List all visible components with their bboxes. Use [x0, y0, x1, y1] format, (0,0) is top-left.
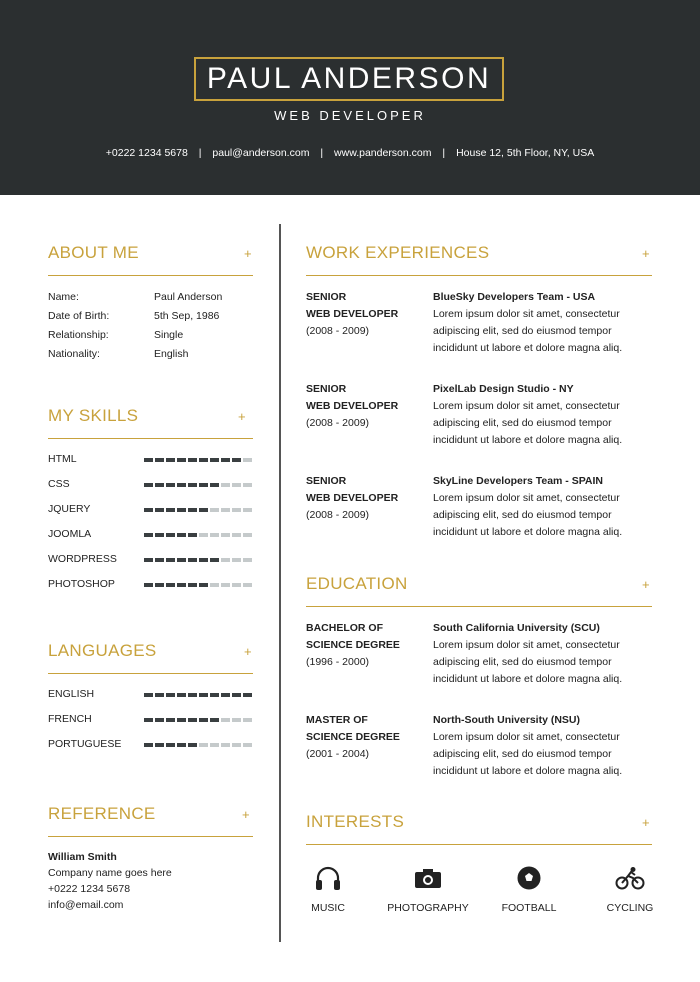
- work-plus-icon: +: [642, 246, 650, 261]
- about-title: ABOUT ME: [48, 243, 139, 262]
- level-segment: [199, 458, 208, 462]
- level-segment: [155, 558, 164, 562]
- reference-title: REFERENCE: [48, 804, 156, 823]
- cyclist-icon: [585, 864, 675, 892]
- work-description: Lorem ipsum dolor sit amet, consectetur: [433, 308, 620, 320]
- level-segment: [177, 583, 186, 587]
- level-segment: [155, 693, 164, 697]
- level-segment: [232, 558, 241, 562]
- work-title-block: [306, 381, 426, 432]
- work-detail-block: [433, 381, 653, 449]
- skill-row: [48, 528, 258, 542]
- level-segment: [243, 533, 252, 537]
- interest-football: [484, 864, 574, 914]
- about-value: 5th Sep, 1986: [154, 310, 220, 322]
- level-segment: [221, 583, 230, 587]
- level-segment: [166, 508, 175, 512]
- skill-name: WORDPRESS: [48, 553, 117, 565]
- skill-level-bar: [144, 533, 252, 537]
- languages-rule: [48, 673, 253, 674]
- interest-label: PHOTOGRAPHY: [387, 902, 469, 914]
- level-segment: [177, 508, 186, 512]
- skill-row: [48, 578, 258, 592]
- level-segment: [155, 533, 164, 537]
- skill-level-bar: [144, 583, 252, 587]
- interest-music: [283, 864, 373, 914]
- level-segment: [210, 458, 219, 462]
- level-segment: [221, 558, 230, 562]
- separator: |: [198, 147, 202, 159]
- skill-name: JOOMLA: [48, 528, 92, 540]
- language-name: PORTUGUESE: [48, 738, 122, 750]
- about-label: Date of Birth:: [48, 310, 110, 322]
- education-years: (1996 - 2000): [306, 656, 370, 668]
- level-segment: [144, 558, 153, 562]
- skill-level-bar: [144, 458, 252, 462]
- level-segment: [199, 583, 208, 587]
- language-row: [48, 713, 258, 727]
- level-segment: [232, 693, 241, 697]
- skills-title: MY SKILLS: [48, 406, 139, 425]
- level-segment: [210, 693, 219, 697]
- level-segment: [166, 533, 175, 537]
- education-title-block: [306, 712, 426, 763]
- level-segment: [232, 458, 241, 462]
- work-title: WORK EXPERIENCES: [306, 243, 490, 262]
- job-title: WEB DEVELOPER: [274, 108, 426, 123]
- language-row: [48, 738, 258, 752]
- level-segment: [210, 718, 219, 722]
- work-years: (2008 - 2009): [306, 417, 370, 429]
- work-years: (2008 - 2009): [306, 509, 370, 521]
- level-segment: [221, 508, 230, 512]
- level-segment: [210, 743, 219, 747]
- level-segment: [243, 693, 252, 697]
- level-segment: [166, 743, 175, 747]
- work-description: Lorem ipsum dolor sit amet, consectetur: [433, 492, 620, 504]
- education-description: adipiscing elit, sed do eiusmod tempor: [433, 748, 612, 760]
- level-segment: [221, 483, 230, 487]
- education-title-block: [306, 620, 426, 671]
- language-row: [48, 688, 258, 702]
- football-icon: [484, 864, 574, 892]
- level-segment: [221, 693, 230, 697]
- level-segment: [199, 693, 208, 697]
- level-segment: [188, 483, 197, 487]
- level-segment: [243, 508, 252, 512]
- level-segment: [177, 558, 186, 562]
- language-level-bar: [144, 693, 252, 697]
- level-segment: [232, 508, 241, 512]
- skill-level-bar: [144, 483, 252, 487]
- level-segment: [199, 483, 208, 487]
- education-description: Lorem ipsum dolor sit amet, consectetur: [433, 639, 620, 651]
- interest-label: CYCLING: [606, 902, 654, 914]
- education-title-line1: BACHELOR OF: [306, 622, 383, 634]
- level-segment: [144, 743, 153, 747]
- about-rule: [48, 275, 253, 276]
- work-detail-block: [433, 473, 653, 541]
- work-title-line1: SENIOR: [306, 475, 347, 487]
- level-segment: [188, 458, 197, 462]
- level-segment: [188, 533, 197, 537]
- work-title-block: [306, 473, 426, 524]
- level-segment: [155, 458, 164, 462]
- level-segment: [199, 508, 208, 512]
- level-segment: [166, 483, 175, 487]
- level-segment: [166, 583, 175, 587]
- about-row: [48, 348, 258, 360]
- interest-photography: [383, 864, 473, 914]
- language-name: ENGLISH: [48, 688, 95, 700]
- level-segment: [243, 718, 252, 722]
- education-title-line2: SCIENCE DEGREE: [306, 731, 400, 743]
- level-segment: [155, 583, 164, 587]
- interests-plus-icon: +: [642, 815, 650, 830]
- level-segment: [210, 483, 219, 487]
- level-segment: [177, 458, 186, 462]
- skill-name: HTML: [48, 453, 77, 465]
- work-years: (2008 - 2009): [306, 325, 370, 337]
- skill-name: CSS: [48, 478, 70, 490]
- education-years: (2001 - 2004): [306, 748, 370, 760]
- interest-label: FOOTBALL: [501, 902, 557, 914]
- level-segment: [210, 558, 219, 562]
- level-segment: [177, 743, 186, 747]
- education-title-line1: MASTER OF: [306, 714, 368, 726]
- contact-phone: +0222 1234 5678: [105, 147, 188, 159]
- work-description: adipiscing elit, sed do eiusmod tempor: [433, 509, 612, 521]
- work-description: incididunt ut labore et dolore magna aliq.: [433, 434, 623, 446]
- separator: |: [320, 147, 324, 159]
- level-segment: [221, 458, 230, 462]
- education-organization: South California University (SCU): [433, 622, 600, 634]
- education-rule: [306, 606, 652, 607]
- level-segment: [232, 483, 241, 487]
- skill-row: [48, 553, 258, 567]
- work-detail-block: [433, 289, 653, 357]
- work-title-line2: WEB DEVELOPER: [306, 400, 399, 412]
- level-segment: [177, 483, 186, 487]
- level-segment: [166, 458, 175, 462]
- about-row: [48, 329, 258, 341]
- level-segment: [232, 533, 241, 537]
- work-description: incididunt ut labore et dolore magna aliq.: [433, 342, 623, 354]
- skill-row: [48, 453, 258, 467]
- level-segment: [166, 558, 175, 562]
- level-segment: [221, 743, 230, 747]
- about-value: Paul Anderson: [154, 291, 223, 303]
- skill-row: [48, 503, 258, 517]
- education-title: EDUCATION: [306, 574, 408, 593]
- skill-row: [48, 478, 258, 492]
- skill-name: PHOTOSHOP: [48, 578, 115, 590]
- skills-plus-icon: +: [238, 409, 246, 424]
- level-segment: [210, 508, 219, 512]
- about-row: [48, 291, 258, 303]
- level-segment: [188, 558, 197, 562]
- skill-level-bar: [144, 508, 252, 512]
- level-segment: [210, 533, 219, 537]
- education-description: incididunt ut labore et dolore magna aliq.: [433, 765, 623, 777]
- about-value: English: [154, 348, 189, 360]
- work-title-block: [306, 289, 426, 340]
- level-segment: [210, 583, 219, 587]
- level-segment: [221, 718, 230, 722]
- education-organization: North-South University (NSU): [433, 714, 580, 726]
- work-title-line1: SENIOR: [306, 383, 347, 395]
- level-segment: [144, 583, 153, 587]
- level-segment: [177, 718, 186, 722]
- reference-plus-icon: +: [242, 807, 250, 822]
- about-label: Relationship:: [48, 329, 109, 341]
- work-organization: BlueSky Developers Team - USA: [433, 291, 596, 303]
- separator: |: [442, 147, 446, 159]
- level-segment: [243, 743, 252, 747]
- contact-line: [0, 147, 700, 159]
- level-segment: [188, 583, 197, 587]
- camera-icon: [383, 864, 473, 892]
- headphones-icon: [283, 864, 373, 892]
- level-segment: [155, 743, 164, 747]
- work-title-line2: WEB DEVELOPER: [306, 492, 399, 504]
- level-segment: [232, 743, 241, 747]
- level-segment: [155, 718, 164, 722]
- work-organization: PixelLab Design Studio - NY: [433, 383, 574, 395]
- about-label: Nationality:: [48, 348, 100, 360]
- about-plus-icon: +: [244, 246, 252, 261]
- education-description: incididunt ut labore et dolore magna aliq.: [433, 673, 623, 685]
- work-description: Lorem ipsum dolor sit amet, consectetur: [433, 400, 620, 412]
- work-description: adipiscing elit, sed do eiusmod tempor: [433, 325, 612, 337]
- about-row: [48, 310, 258, 322]
- work-title-line2: WEB DEVELOPER: [306, 308, 399, 320]
- work-title-line1: SENIOR: [306, 291, 347, 303]
- level-segment: [155, 508, 164, 512]
- skill-level-bar: [144, 558, 252, 562]
- skills-rule: [48, 438, 253, 439]
- languages-plus-icon: +: [244, 644, 252, 659]
- education-plus-icon: +: [642, 577, 650, 592]
- language-level-bar: [144, 743, 252, 747]
- language-name: FRENCH: [48, 713, 92, 725]
- reference-email[interactable]: info@email.com: [48, 899, 124, 911]
- level-segment: [188, 693, 197, 697]
- level-segment: [188, 743, 197, 747]
- level-segment: [144, 508, 153, 512]
- interests-rule: [306, 844, 652, 845]
- level-segment: [155, 483, 164, 487]
- about-value: Single: [154, 329, 184, 341]
- full-name: PAUL ANDERSON: [206, 62, 492, 95]
- reference-name: William Smith: [48, 851, 117, 863]
- reference-rule: [48, 836, 253, 837]
- level-segment: [177, 533, 186, 537]
- work-organization: SkyLine Developers Team - SPAIN: [433, 475, 604, 487]
- level-segment: [166, 693, 175, 697]
- level-segment: [243, 583, 252, 587]
- level-segment: [232, 583, 241, 587]
- level-segment: [199, 743, 208, 747]
- level-segment: [199, 718, 208, 722]
- contact-address: House 12, 5th Floor, NY, USA: [456, 147, 595, 159]
- level-segment: [232, 718, 241, 722]
- education-description: adipiscing elit, sed do eiusmod tempor: [433, 656, 612, 668]
- level-segment: [199, 533, 208, 537]
- level-segment: [188, 508, 197, 512]
- contact-website[interactable]: www.panderson.com: [334, 147, 432, 159]
- level-segment: [144, 483, 153, 487]
- header-banner: [0, 0, 700, 195]
- level-segment: [243, 558, 252, 562]
- education-title-line2: SCIENCE DEGREE: [306, 639, 400, 651]
- level-segment: [221, 533, 230, 537]
- level-segment: [166, 718, 175, 722]
- level-segment: [199, 558, 208, 562]
- level-segment: [177, 693, 186, 697]
- contact-email[interactable]: paul@anderson.com: [212, 147, 310, 159]
- reference-company: Company name goes here: [48, 867, 172, 879]
- level-segment: [144, 533, 153, 537]
- education-description: Lorem ipsum dolor sit amet, consectetur: [433, 731, 620, 743]
- language-level-bar: [144, 718, 252, 722]
- reference-phone: +0222 1234 5678: [48, 883, 131, 895]
- interest-label: MUSIC: [311, 902, 345, 914]
- about-label: Name:: [48, 291, 79, 303]
- column-divider: [279, 224, 281, 942]
- level-segment: [243, 483, 252, 487]
- languages-title: LANGUAGES: [48, 641, 157, 660]
- education-detail-block: [433, 620, 653, 688]
- work-rule: [306, 275, 652, 276]
- education-detail-block: [433, 712, 653, 780]
- name-frame: [194, 57, 504, 101]
- work-description: incididunt ut labore et dolore magna aliq.: [433, 526, 623, 538]
- level-segment: [243, 458, 252, 462]
- interest-cycling: [585, 864, 675, 914]
- work-description: adipiscing elit, sed do eiusmod tempor: [433, 417, 612, 429]
- level-segment: [144, 693, 153, 697]
- level-segment: [144, 718, 153, 722]
- skill-name: JQUERY: [48, 503, 91, 515]
- level-segment: [144, 458, 153, 462]
- interests-title: INTERESTS: [306, 812, 405, 831]
- level-segment: [188, 718, 197, 722]
